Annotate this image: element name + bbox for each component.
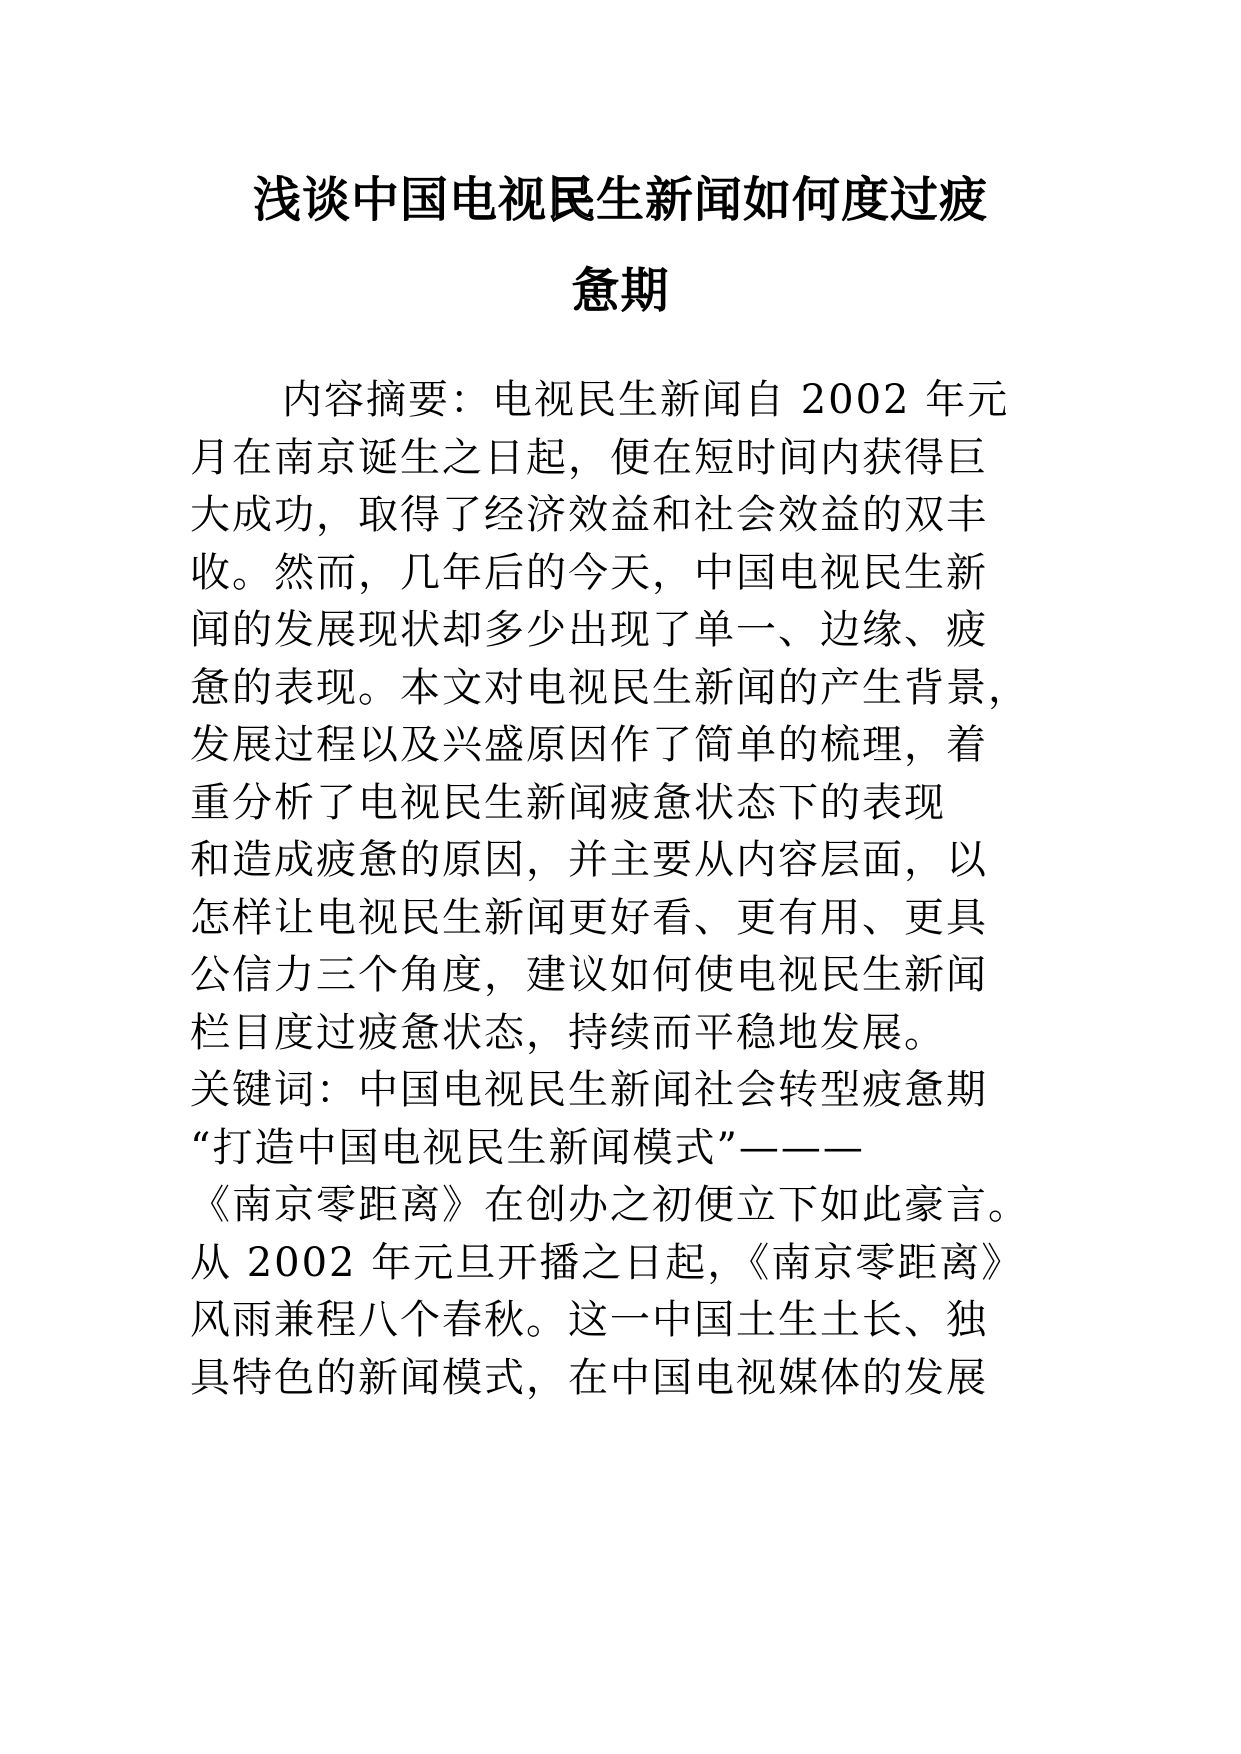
body-line: 风雨兼程八个春秋。这一中国土生土长、独	[190, 1297, 988, 1343]
abstract-line: 内容摘要：电视民生新闻自 2002 年元	[282, 377, 1010, 423]
abstract-line: 重分析了电视民生新闻疲惫状态下的表现	[190, 780, 946, 826]
abstract-line: 月在南京诞生之日起，便在短时间内获得巨	[190, 435, 988, 481]
abstract-line: 和造成疲惫的原因，并主要从内容层面，以	[190, 837, 988, 883]
abstract-line: 公信力三个角度，建议如何使电视民生新闻	[190, 952, 988, 998]
abstract-line: 收。然而，几年后的今天，中国电视民生新	[190, 550, 988, 596]
abstract-line: 发展过程以及兴盛原因作了简单的梳理，着	[190, 722, 988, 768]
body-line: “打造中国电视民生新闻模式”———	[190, 1125, 865, 1171]
abstract-line: 怎样让电视民生新闻更好看、更有用、更具	[190, 895, 988, 941]
body-line: 从 2002 年元旦开播之日起，《南京零距离》	[190, 1240, 1024, 1286]
abstract-line: 大成功，取得了经济效益和社会效益的双丰	[190, 492, 988, 538]
body-line: 具特色的新闻模式，在中国电视媒体的发展	[190, 1355, 988, 1401]
title-text-after: 生新闻如何度过疲	[596, 172, 989, 228]
body-line: 《南京零距离》在创办之初便立下如此豪言。	[190, 1182, 1030, 1228]
title-text-before: 浅谈中国电视	[252, 172, 547, 228]
title-outlined-character: 民	[546, 172, 596, 228]
document-title-line-1	[150, 172, 1091, 228]
abstract-line: 闻的发展现状却多少出现了单一、边缘、疲	[190, 607, 988, 653]
abstract-line: 惫的表现。本文对电视民生新闻的产生背景，	[190, 665, 1030, 711]
document-title-line-2: 惫期	[571, 263, 670, 319]
abstract-line: 栏目度过疲惫状态，持续而平稳地发展。	[190, 1010, 946, 1056]
keywords-line: 关键词：中国电视民生新闻社会转型疲惫期	[190, 1067, 988, 1113]
